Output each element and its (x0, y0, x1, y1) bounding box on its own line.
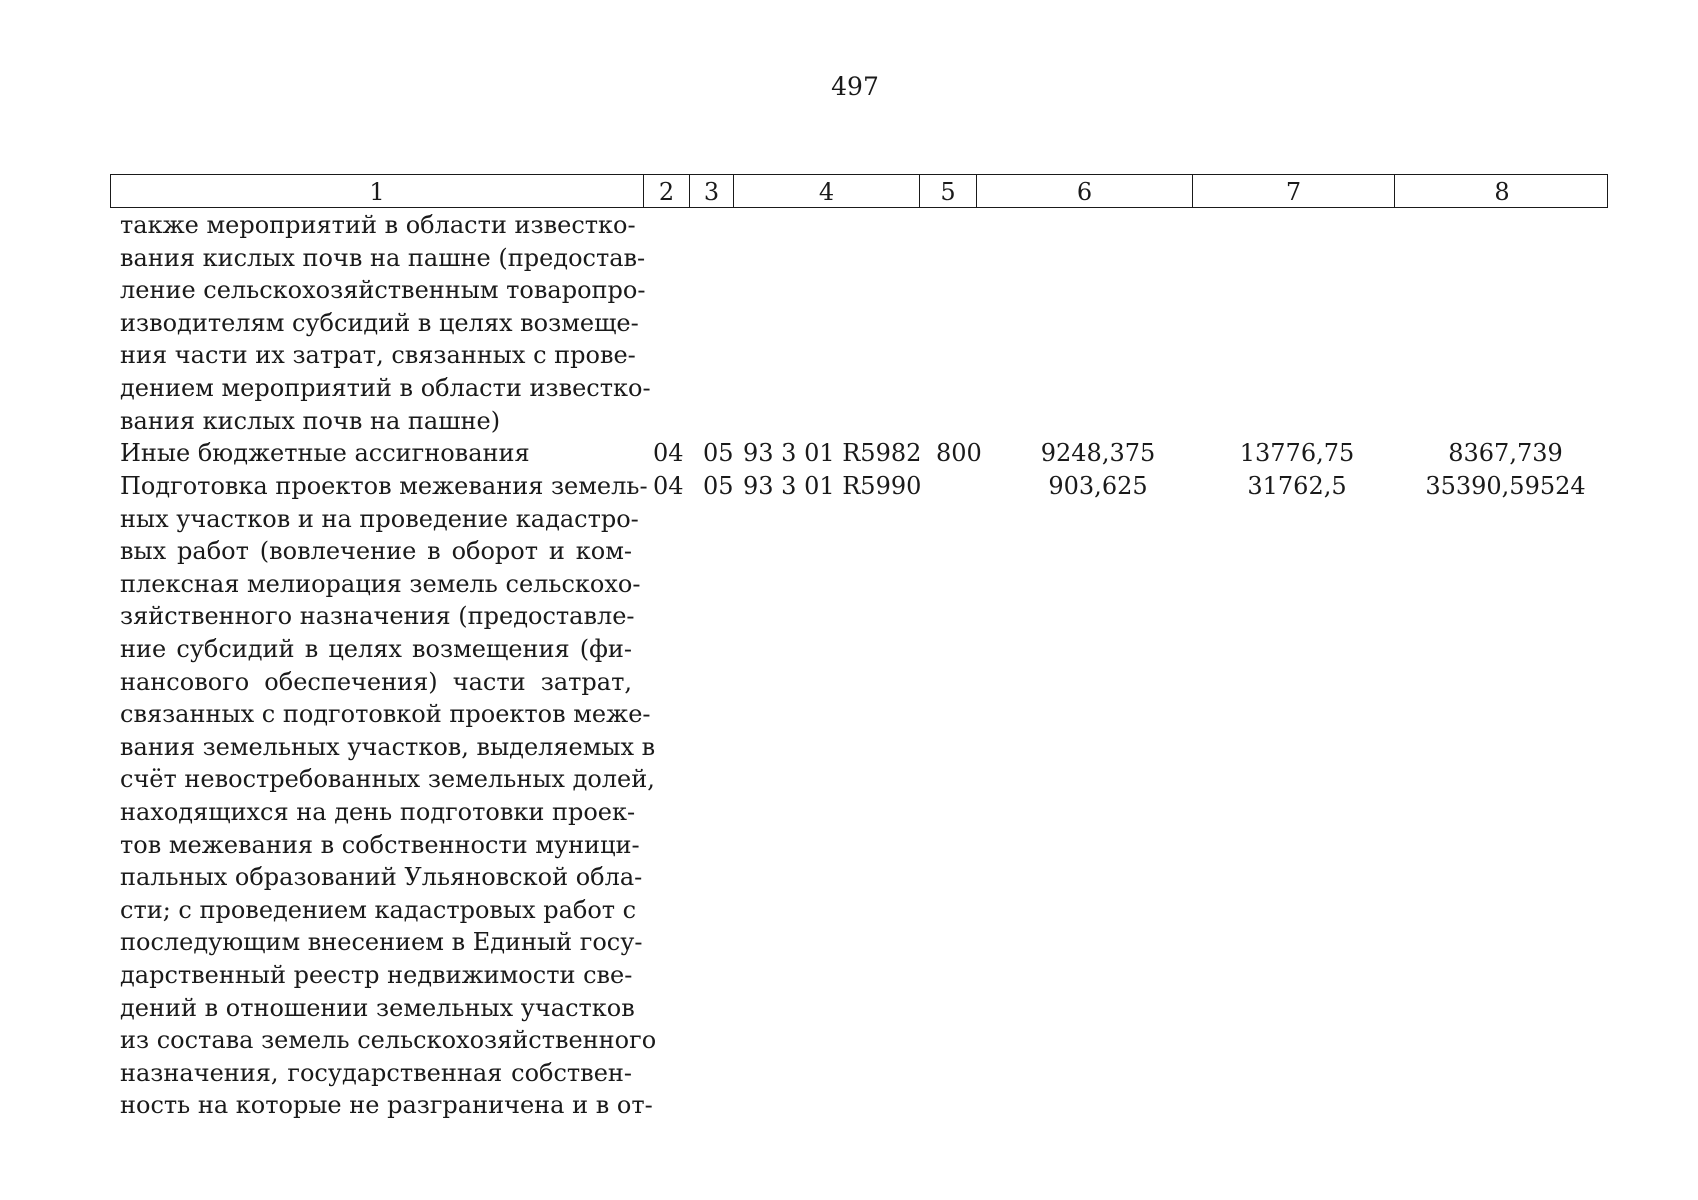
row-value-col6: 903,625 (1048, 472, 1148, 500)
header-col-4: 4 (733, 175, 919, 207)
desc-line: пальных образований Ульяновской обла- (120, 863, 643, 892)
desc-line: назначения, государственная собствен- (120, 1058, 632, 1087)
desc-line: вания кислых почв на пашне) (120, 406, 501, 435)
desc-line: вания кислых почв на пашне (предостав- (120, 243, 646, 272)
desc-line: изводителям субсидий в целях возмеще- (120, 308, 639, 337)
row-value-col7: 13776,75 (1239, 439, 1355, 467)
desc-line: плексная мелиорация земель сельскохо- (120, 569, 641, 598)
row-expense-type: 800 (936, 439, 982, 467)
desc-line: связанных с подготовкой проектов меже- (120, 700, 651, 729)
desc-line: зяйственного назначения (предоставле- (120, 602, 635, 631)
row-value-col8: 35390,59524 (1425, 472, 1586, 500)
desc-line: нансового обеспечения) части затрат, (120, 667, 632, 696)
desc-line: ния части их затрат, связанных с прове- (120, 341, 636, 370)
header-col-3: 3 (689, 175, 733, 207)
desc-line: вых работ (вовлечение в оборот и ком- (120, 537, 632, 566)
desc-line: находящихся на день подготовки проек- (120, 797, 636, 826)
header-col-2: 2 (643, 175, 689, 207)
row-subsection: 05 (703, 472, 734, 500)
table-header (110, 174, 1608, 208)
header-col-6: 6 (976, 175, 1192, 207)
header-col-7: 7 (1192, 175, 1394, 207)
desc-line: дением мероприятий в области известко- (120, 373, 651, 402)
page-number: 497 (831, 72, 879, 101)
desc-line: ние субсидий в целях возмещения (фи- (120, 634, 632, 663)
row-section: 04 (653, 439, 684, 467)
header-col-5: 5 (919, 175, 976, 207)
row-value-col8: 8367,739 (1448, 439, 1563, 467)
header-col-8: 8 (1394, 175, 1609, 207)
row-value-col6: 9248,375 (1040, 439, 1156, 467)
desc-line: дений в отношении земельных участков (120, 993, 635, 1022)
desc-line: Подготовка проектов межевания земель- (120, 472, 648, 500)
desc-line: счёт невостребованных земельных долей, (120, 765, 655, 794)
desc-line: последующим внесением в Единый госу- (120, 928, 643, 957)
row-section: 04 (653, 472, 684, 500)
desc-line: ных участков и на проведение кадастро- (120, 504, 639, 533)
desc-line: сти; с проведением кадастровых работ с (120, 895, 637, 924)
row-value-col7: 31762,5 (1247, 472, 1347, 500)
row-subsection: 05 (703, 439, 734, 467)
desc-line: Иные бюджетные ассигнования (120, 439, 530, 467)
desc-line: ление сельскохозяйственным товаропро- (120, 276, 646, 305)
row-target-article: 93 3 01 R5990 (743, 472, 922, 500)
desc-line: также мероприятий в области известко- (120, 211, 636, 239)
header-col-1: 1 (369, 178, 385, 206)
desc-line: вания земельных участков, выделяемых в (120, 732, 656, 761)
row-description (120, 209, 651, 437)
row-description (120, 470, 657, 1122)
desc-line: ность на которые не разграничена и в от- (120, 1091, 653, 1120)
row-description (120, 437, 632, 470)
desc-line: дарственный реестр недвижимости све- (120, 960, 633, 989)
row-target-article: 93 3 01 R5982 (743, 439, 922, 467)
desc-line: из состава земель сельскохозяйственного (120, 1026, 657, 1055)
desc-line: тов межевания в собственности муници- (120, 830, 640, 859)
